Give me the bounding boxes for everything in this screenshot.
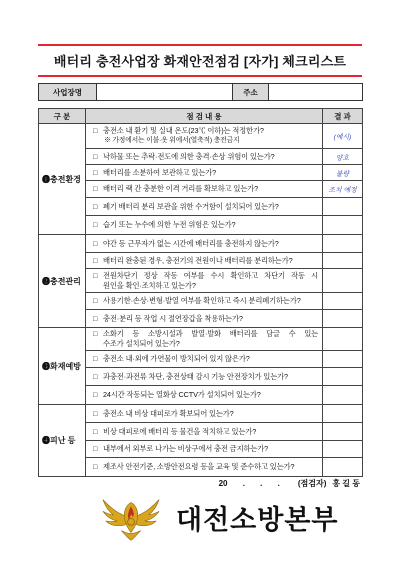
checklist-item <box>86 253 323 269</box>
item-note: ※ 가정에서는 이불·옷 위에서(열축적) 충전금지 <box>104 137 240 144</box>
checklist-item <box>86 423 323 441</box>
header-content: 점 검 내 용 <box>86 109 323 124</box>
item-text: 배터리 완충된 경우, 충전기의 전원이나 배터리를 분리하는가? <box>103 255 293 265</box>
checklist-item <box>86 405 323 423</box>
checklist-item <box>86 458 323 477</box>
checklist-row <box>39 293 363 310</box>
checklist-row <box>39 181 363 198</box>
business-info-row <box>39 84 363 101</box>
checkbox-icon: □ <box>93 329 98 338</box>
result-cell <box>323 405 363 423</box>
business-info-table <box>38 83 363 101</box>
header-result: 결 과 <box>323 109 363 124</box>
result-cell <box>323 235 363 253</box>
item-text: 제조사 안전기준, 소방안전요령 등을 교육 및 준수하고 있는가? <box>103 462 295 471</box>
checklist-row <box>39 165 363 181</box>
result-cell <box>323 216 363 235</box>
checklist-item <box>86 293 323 310</box>
item-text: 습기 또는 누수에 의한 누전 위험은 있는가? <box>103 220 236 229</box>
checklist-item <box>86 216 323 235</box>
checklist-row <box>39 310 363 328</box>
checklist-row <box>39 368 363 386</box>
checklist-item <box>86 124 323 149</box>
inspection-footer <box>219 478 360 489</box>
item-text: 배터리 랙 간 충분한 이격 거리를 확보하고 있는가? <box>103 184 259 193</box>
result-cell <box>323 458 363 477</box>
checklist-row <box>39 441 363 458</box>
item-text: 충전·분리 등 작업 시 절연장갑을 착용하는가? <box>103 313 243 323</box>
checklist-row <box>39 458 363 477</box>
checklist-row <box>39 253 363 269</box>
item-text: 소화기 등 소방시설과 발열·발화 배터리를 담글 수 있는 <box>103 329 318 338</box>
checkbox-icon: □ <box>93 220 98 229</box>
checkbox-icon: □ <box>93 426 98 436</box>
result-cell <box>323 328 363 351</box>
result-cell <box>323 386 363 405</box>
checklist-item <box>86 181 323 198</box>
result-cell: 조치 예정 <box>323 181 363 198</box>
checklist-header-row <box>39 109 363 124</box>
item-text: 폐기 배터리 분리 보관을 위한 수거함이 설치되어 있는가? <box>103 201 279 211</box>
checklist-item <box>86 269 323 293</box>
item-text: 야간 등 근무자가 없는 시간에 배터리를 충전하지 않는가? <box>103 238 279 248</box>
document-title: 배터리 충전사업장 화재안전점검 [자가] 체크리스트 <box>53 54 347 69</box>
checklist-item <box>86 235 323 253</box>
business-name-label: 사업장명 <box>39 84 97 101</box>
checklist-row <box>39 269 363 293</box>
checklist-row <box>39 198 363 216</box>
result-cell: 불량 <box>323 165 363 181</box>
result-cell <box>323 441 363 458</box>
checklist-item <box>86 441 323 458</box>
inspection-date: 20 . . . <box>218 479 280 488</box>
result-cell <box>323 423 363 441</box>
item-text: 전원차단기 정상 작동 여부를 수시 확인하고 차단기 작동 시 <box>103 270 318 280</box>
result-cell <box>323 269 363 293</box>
title-bar <box>38 44 362 77</box>
section-label-charging-environment: ❶충전환경 <box>39 124 86 235</box>
item-text: 24시간 작동되는 열화상 CCTV가 설치되어 있는가? <box>103 390 261 399</box>
checkbox-icon: □ <box>93 270 98 280</box>
checklist-item <box>86 310 323 328</box>
checklist-table <box>38 108 363 477</box>
section-label-evacuation: ❹피난 등 <box>39 405 86 477</box>
checkbox-icon: □ <box>93 313 98 323</box>
item-text: 과충전·과전류 차단, 충전상태 감시 기능 안전장치가 있는가? <box>103 371 288 381</box>
checklist-row <box>39 328 363 351</box>
checkbox-icon: □ <box>93 126 98 135</box>
result-cell <box>323 198 363 216</box>
checklist-item <box>86 198 323 216</box>
checklist-item <box>86 149 323 165</box>
result-cell <box>323 293 363 310</box>
checkbox-icon: □ <box>93 167 98 177</box>
result-cell <box>323 368 363 386</box>
result-cell <box>323 351 363 368</box>
section-label-fire-prevention: ❸화재예방 <box>39 328 86 405</box>
checklist-item <box>86 351 323 368</box>
checklist-row <box>39 386 363 405</box>
item-text: 낙하물 또는 추락·전도에 의한 충격·손상 위험이 있는가? <box>103 151 275 161</box>
checkbox-icon: □ <box>93 371 98 381</box>
checkbox-icon: □ <box>93 390 98 399</box>
result-cell: 양호 <box>323 149 363 165</box>
item-text: 내부에서 외부로 나가는 비상구에서 충전 금지하는가? <box>103 444 269 453</box>
item-text-continued: 원인을 확인·조치하고 있는가? <box>103 280 196 290</box>
result-cell <box>323 310 363 328</box>
checkbox-icon: □ <box>93 151 98 161</box>
checkbox-icon: □ <box>93 255 98 265</box>
item-text: 충전소 내·외에 가연물이 방치되어 있지 않은가? <box>103 354 250 363</box>
address-label: 주소 <box>233 84 269 101</box>
checkbox-icon: □ <box>93 444 98 453</box>
organization-name: 대전소방본부 <box>176 505 339 535</box>
checklist-row <box>39 124 363 149</box>
business-name-field <box>97 84 233 101</box>
fire-department-emblem <box>100 495 162 543</box>
checklist-row <box>39 423 363 441</box>
result-cell <box>323 253 363 269</box>
checklist-row <box>39 405 363 423</box>
checkbox-icon: □ <box>93 238 98 248</box>
checkbox-icon: □ <box>93 462 98 471</box>
checkbox-icon: □ <box>93 296 98 305</box>
item-text: 충전소 내 비상 대피로가 확보되어 있는가? <box>103 408 234 418</box>
item-text: 사용기한·손상·변형·발열 여부를 확인하고 즉시 분리폐기하는가? <box>103 296 301 305</box>
checklist-item <box>86 165 323 181</box>
checkbox-icon: □ <box>93 354 98 363</box>
result-cell: (예시) <box>323 124 363 149</box>
checkbox-icon: □ <box>93 408 98 418</box>
item-text: 충전소 내 환기 및 실내 온도(23℃ 이하)는 적정한가? <box>103 126 264 135</box>
item-text-continued: 수조가 설치되어 있는가? <box>103 339 180 348</box>
checklist-item <box>86 328 323 351</box>
checkbox-icon: □ <box>93 184 98 193</box>
checklist-item <box>86 368 323 386</box>
section-label-charging-management: ❷충전관리 <box>39 235 86 328</box>
item-text: 비상 대피로에 배터리 등 물건을 적치하고 있는가? <box>103 426 257 436</box>
checklist-row <box>39 235 363 253</box>
header-category: 구 분 <box>39 109 86 124</box>
checkbox-icon: □ <box>93 201 98 211</box>
checklist-row <box>39 351 363 368</box>
inspector-name: 홍 길 동 <box>332 479 360 488</box>
checklist-item <box>86 386 323 405</box>
inspector-label: (점검자) <box>297 479 327 488</box>
address-field <box>269 84 363 101</box>
item-text: 배터리를 소분하여 보관하고 있는가? <box>103 167 217 177</box>
checklist-row <box>39 216 363 235</box>
checklist-row <box>39 149 363 165</box>
